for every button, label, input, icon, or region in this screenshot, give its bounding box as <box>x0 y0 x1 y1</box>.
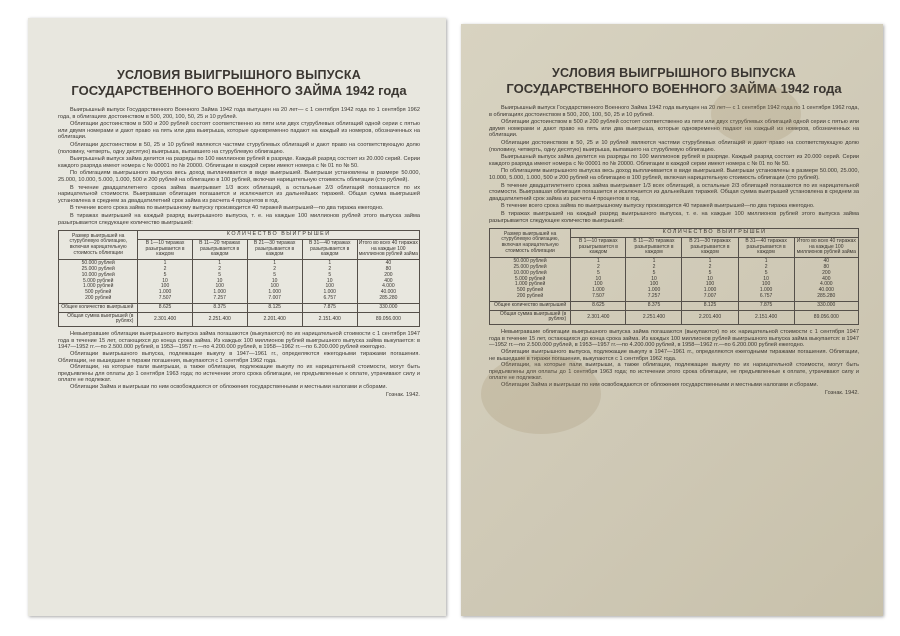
table-column-values: 1 2 5 10 100 1.000 7.007 <box>247 260 302 304</box>
total-sum-value: 2.251.400 <box>192 312 247 327</box>
body-paragraph: Облигации выигрышного выпуска, подлежащие выкупу в 1947—1961 гг., определяются ежегодными тиражами погашения. Облигации, не вышедшие в тиражи погашения, выкупаются с 1 сентября 1962 года. <box>489 349 859 362</box>
bond-sheet-left <box>28 18 446 616</box>
total-count-value: 7.875 <box>302 303 357 312</box>
bond-sheet-right <box>461 24 883 616</box>
body-paragraph: В тиражах выигрышей на каждый разряд выигрышного выпуска, т. е. на каждые 100 миллионов рублей этого выпуска займа разыгрывается следующее количество выигрышей: <box>58 212 420 226</box>
body-paragraph: По облигациям выигрышного выпуска весь доход выплачивается в виде выигрышей. Выигрыши установлены в размере 50.000, 25.000, 10.000, 5.000, 1.000, 500 и 200 рублей на облигацию в 100 рублей, включая нарицательную стоимость облигации (сто рублей). <box>489 168 859 181</box>
total-sum-value: 2.201.400 <box>247 312 302 327</box>
total-count-value: 8.625 <box>571 301 626 310</box>
total-count-label: Общее количество выигрышей <box>59 303 138 312</box>
total-sum-value: 89.056.000 <box>794 310 858 325</box>
table-column-values: 1 2 5 10 100 1.000 7.257 <box>626 258 682 302</box>
total-count-value: 8.125 <box>247 303 302 312</box>
body-paragraph: Выигрышный выпуск Государственного Военного Займа 1942 года выпущен на 20 лет— с 1 сентября 1942 года по 1 сентября 1962 года, в облигациях достоинством в 500, 200, 100, 50, 25 и 10 рублей. <box>58 107 420 120</box>
total-sum-label: Общая сумма выигрышей (в рублях) <box>490 310 571 325</box>
body-paragraph: В течение всего срока займа по выигрышному выпуску производится 40 тиражей выигрышей—по два тиража ежегодно. <box>70 205 384 212</box>
table-column-values: 1 2 5 10 100 1.000 7.507 <box>571 258 626 302</box>
body-paragraph: Невыигравшие облигации выигрышного выпуска займа погашаются (выкупаются) по их нарицательной стоимости с 1 сентября 1947 года в течение 15 лет, остающихся до конца срока займа. Из каждых 100 миллионов рублей выигрышного выпуска займа выкупается: в 1947—1952 гг.—по 2.500.000 рублей, в 1953—1957 гг.—по 4.200.000 рублей, в 1958—1962 гг.—по 6.200.000 рублей ежегодно. <box>58 331 420 351</box>
table-header-amount: Размер выигрышей на стурублевую облигацию, включая нарицательную стоимость облигации <box>59 231 138 260</box>
title-line-1: УСЛОВИЯ ВЫИГРЫШНОГО ВЫПУСКА <box>552 66 796 80</box>
winnings-table <box>58 230 420 327</box>
table-column-values: 1 2 5 10 100 1.000 7.257 <box>192 260 247 304</box>
table-amounts: 50.000 рублей 25.000 рублей 10.000 рублей 5.000 рублей 1.000 рублей 500 рублей 200 рублей <box>59 260 138 304</box>
table-column-values: 40 80 200 400 4.000 40.000 285.280 <box>357 260 419 304</box>
table-column-values: 1 2 5 10 100 1.000 7.507 <box>138 260 192 304</box>
table-header-column: В 11—20 тиражах разыгрывается в каждом <box>192 239 247 259</box>
table-amounts: 50.000 рублей 25.000 рублей 10.000 рублей 5.000 рублей 1.000 рублей 500 рублей 200 рублей <box>490 258 571 302</box>
table-header-column: Итого во всех 40 тиражах на каждые 100 миллионов рублей займа <box>357 239 419 259</box>
body-paragraph: Облигации достоинством в 50, 25 и 10 рублей являются частями стурублевых облигаций и дают право на соответствующую долю (половину, четверть, одну десятую) выигрыша, выпавшего на стурублевую облигацию. <box>489 139 859 153</box>
bottom-paragraphs <box>58 331 420 390</box>
table-column-values: 1 2 5 10 100 1.000 7.007 <box>682 258 738 302</box>
total-count-value: 8.375 <box>192 303 247 312</box>
body-paragraph: Облигации Займа и выигрыши по ним освобождаются от обложения государственными и местными налогами и сборами. <box>501 382 819 388</box>
table-header-column: В 11—20 тиражах разыгрывается в каждом <box>626 237 682 257</box>
body-paragraph: Облигации достоинством в 50, 25 и 10 рублей являются частями стурублевых облигаций и дают право на соответствующую долю (половину, четверть, одну десятую) выигрыша, выпавшего на стурублевую облигацию. <box>58 141 420 155</box>
body-paragraph: Невыигравшие облигации выигрышного выпуска займа погашаются (выкупаются) по их нарицательной стоимости с 1 сентября 1947 года в течение 15 лет, остающихся до конца срока займа. Из каждых 100 миллионов рублей выигрышного выпуска займа выкупается: в 1947—1952 гг.—по 2.500.000 рублей, в 1953—1957 гг.—по 4.200.000 рублей, в 1958—1962 гг.—по 6.200.000 рублей ежегодно. <box>489 329 859 349</box>
total-sum-value: 2.151.400 <box>302 312 357 327</box>
table-header-column: В 21—30 тиражах разыгрывается в каждом <box>247 239 302 259</box>
table-header-quantity: КОЛИЧЕСТВО ВЫИГРЫШЕЙ <box>138 231 420 240</box>
table-header-column: Итого во всех 40 тиражах на каждые 100 миллионов рублей займа <box>794 237 858 257</box>
title-line-2: ГОСУДАРСТВЕННОГО ВОЕННОГО ЗАЙМА 1942 года <box>506 81 842 96</box>
table-header-column: В 31—40 тиражах разыгрывается в каждом <box>738 237 794 257</box>
table-header-column: В 1—10 тиражах разыгрывается в каждом <box>138 239 192 259</box>
table-column-values: 1 2 5 10 100 1.000 6.757 <box>738 258 794 302</box>
total-sum-label: Общая сумма выигрышей (в рублях) <box>59 312 138 327</box>
body-paragraph: В течение всего срока займа по выигрышному выпуску производится 40 тиражей выигрышей—по два тиража ежегодно. <box>501 203 815 210</box>
winnings-table <box>489 228 859 325</box>
table-header-column: В 31—40 тиражах разыгрывается в каждом <box>302 239 357 259</box>
table-column-values: 1 2 5 10 100 1.000 6.757 <box>302 260 357 304</box>
body-paragraph: Выигрышный выпуск Государственного Военного Займа 1942 года выпущен на 20 лет— с 1 сентября 1942 года по 1 сентября 1962 года, в облигациях достоинством в 500, 200, 100, 50, 25 и 10 рублей. <box>489 105 859 118</box>
body-paragraph: Облигации достоинством в 500 и 200 рублей состоят соответственно из пяти или двух стурублевых облигаций одной серии с пятью или двумя номерами и дают право на пять или два выигрыша, которые одновременно падают на каждый из номеров, обозначенных на облигации. <box>489 119 859 139</box>
table-header-quantity: КОЛИЧЕСТВО ВЫИГРЫШЕЙ <box>571 229 859 238</box>
body-paragraph: Облигации выигрышного выпуска, подлежащие выкупу в 1947—1961 гг., определяются ежегодными тиражами погашения. Облигации, не вышедшие в тиражи погашения, выкупаются с 1 сентября 1962 года. <box>58 351 420 364</box>
total-sum-value: 89.056.000 <box>357 312 419 327</box>
total-sum-value: 2.151.400 <box>738 310 794 325</box>
total-count-label: Общее количество выигрышей <box>490 301 571 310</box>
table-header-column: В 21—30 тиражах разыгрывается в каждом <box>682 237 738 257</box>
total-count-value: 330.000 <box>357 303 419 312</box>
total-count-value: 330.000 <box>794 301 858 310</box>
total-sum-value: 2.251.400 <box>626 310 682 325</box>
body-paragraph: В течение двадцатилетнего срока займа выигрывает 1/3 всех облигаций, а остальные 2/3 облигаций погашаются по их нарицательной стоимости. Выигравшая облигация погашается и исключается из дальнейших тиражей. Общая сумма выигрышей установлена в среднем за двадцатилетний срок займа из расчета 4 процентов в год. <box>489 182 859 202</box>
body-paragraph: Облигации, на которые пали выигрыши, а также облигации, подлежащие выкупу по их нарицательной стоимости, могут быть предъявлены для оплаты до 1 сентября 1963 года; по истечении этого срока облигации, не предъявленные к оплате, утрачивают силу и оплате не подлежат. <box>58 364 420 384</box>
body-paragraph: Облигации, на которые пали выигрыши, а также облигации, подлежащие выкупу по их нарицательной стоимости, могут быть предъявлены для оплаты до 1 сентября 1963 года; по истечении этого срока облигации, не предъявленные к оплате, утрачивают силу и оплате не подлежат. <box>489 362 859 382</box>
total-sum-value: 2.201.400 <box>682 310 738 325</box>
paper-stain <box>481 354 601 434</box>
body-paragraph: Выигрышный выпуск займа делится на разряды по 100 миллионов рублей в разряде. Каждый разряд состоит из 20.000 серий. Серии каждого разряда имеют номера с № 00001 по № 20000. Облигации в каждой серии имеют номера с № 01 по № 50. <box>58 156 420 169</box>
table-column-values: 40 80 200 400 4.000 40.000 285.280 <box>794 258 858 302</box>
title-line-2: ГОСУДАРСТВЕННОГО ВОЕННОГО ЗАЙМА 1942 года <box>71 83 407 98</box>
body-paragraph: В течение двадцатилетнего срока займа выигрывает 1/3 всех облигаций, а остальные 2/3 облигаций погашаются по их нарицательной стоимости. Выигравшая облигация погашается и исключается из дальнейших тиражей. Общая сумма выигрышей установлена в среднем за двадцатилетний срок займа из расчета 4 процентов в год. <box>58 184 420 204</box>
body-paragraph: В тиражах выигрышей на каждый разряд выигрышного выпуска, т. е. на каждые 100 миллионов рублей этого выпуска займа разыгрывается следующее количество выигрышей: <box>489 210 859 224</box>
top-paragraphs <box>58 107 420 226</box>
total-sum-value: 2.301.400 <box>571 310 626 325</box>
body-paragraph: Облигации достоинством в 500 и 200 рублей состоят соответственно из пяти или двух стурублевых облигаций одной серии с пятью или двумя номерами и дают право на пять или два выигрыша, которые одновременно падают на каждый из номеров, обозначенных на облигации. <box>58 121 420 141</box>
body-paragraph: Выигрышный выпуск займа делится на разряды по 100 миллионов рублей в разряде. Каждый разряд состоит из 20.000 серий. Серии каждого разряда имеют номера с № 00001 по № 20000. Облигации в каждой серии имеют номера с № 01 по № 50. <box>489 154 859 167</box>
body-paragraph: Облигации Займа и выигрыши по ним освобождаются от обложения государственными и местными налогами и сборами. <box>70 384 388 390</box>
printer-mark: Гознак. 1942. <box>385 391 420 398</box>
total-sum-value: 2.301.400 <box>138 312 192 327</box>
table-header-amount: Размер выигрышей на стурублевую облигацию, включая нарицательную стоимость облигации <box>490 229 571 258</box>
total-count-value: 8.625 <box>138 303 192 312</box>
paper-stain <box>711 84 801 144</box>
total-count-value: 7.875 <box>738 301 794 310</box>
title-line-1: УСЛОВИЯ ВЫИГРЫШНОГО ВЫПУСКА <box>117 68 361 82</box>
printer-mark: Гознак. 1942. <box>824 389 859 396</box>
table-header-column: В 1—10 тиражах разыгрывается в каждом <box>571 237 626 257</box>
total-count-value: 8.125 <box>682 301 738 310</box>
total-count-value: 8.375 <box>626 301 682 310</box>
top-paragraphs <box>489 105 859 224</box>
body-paragraph: По облигациям выигрышного выпуска весь доход выплачивается в виде выигрышей. Выигрыши установлены в размере 50.000, 25.000, 10.000, 5.000, 1.000, 500 и 200 рублей на облигацию в 100 рублей, включая нарицательную стоимость облигации (сто рублей). <box>58 170 420 183</box>
